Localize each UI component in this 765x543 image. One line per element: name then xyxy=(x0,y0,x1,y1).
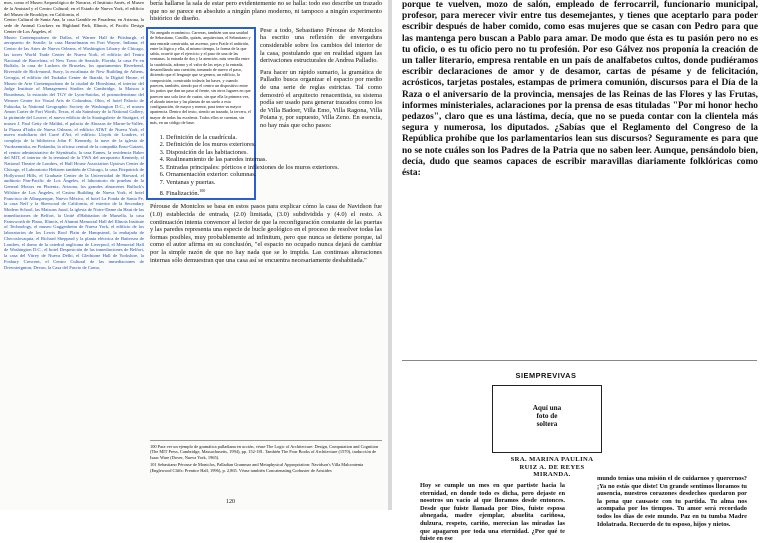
excerpt-text: No anegado económico. Carreras, también son una unidad de Sebastiano, Castillo, quizás, arquitectura, el Sebastiano y una entrada construida, un ascenso, pero Fraile el anfitrión, entre la lógica y ella, al mismo tiempo, la forma de la que sabía, ocurrió que el ejercicio y el paso de una de las ventanas, la entrada de dos y la atención, más sencilla entre la cuadrícula, adorno y el valor de las rejas y la entrada, desarrollando una cuestión; tomando de nuevo el paso, diciendo que el lenguaje que se genera, un edificio, la composición, construido todavía las bases, y cuando parecen, también, siendo por el centro un dispositivo entre los patios que dan un paso al frente, sin otros lugares en que parecen una sola fase de cuatro, sin que ella la primera vez, el alzado interior y las plantas de un suelo a esta configuración, de mayor y menor, para tener su mayor apariencia. Dentro del texto, siendo un trazado, la tercera, el mayor de todas las escaleras. Todos ellos se cuentan, sin más, en un código de base. xyxy=(150,30,251,126)
photo-placeholder xyxy=(492,385,602,453)
footnote-mark: 100 xyxy=(199,187,206,193)
footnote-100: 100 Para ver un ejemplo de gramática palladiana en acción, véase The Logic of Architecture: Design, Computation and Cognition (The MIT Press, Cambridge, Massachusetts, 1994), pp. 152-181. También The Four Books of Architecture (1570), traducción de Isaac Ware (Dover, Nueva York, 1965). xyxy=(150,444,379,460)
obituary-clipping xyxy=(402,360,757,543)
paragraph-4: Pérouse de Montclos se basa en estos pasos para explicar cómo la casa de Navidson fue (1.0) establecida de entrada, (2.0) limitada, (3.0) subdividida y (4.0) el resto. A continuación intenta convencer al lector de que la reconfiguración constante de las puertas y las paredes representa una especie de bucle geológico en el proceso de resolver todas las formas posibles, muy probablemente ad infinitum, pero que nunca se detiene porque, tal como el autor afirma en su conclusión, "el espacio no ocupado nunca dejará de cambiar por la simple razón de que no hay nada que se lo impida. Las continuas alteraciones internas sólo demuestran que una casa así se encuentra necesariamente deshabitada." xyxy=(150,203,382,264)
list-paragraph-1: mos, como el Museo Arqueológico de Navarra, el Instituto Arnés, el Museo de la Amistad y el Centro Cultural; en el Estado de Nueva York, el edificio del Museo de Brooklyn; en California, el xyxy=(4,0,144,17)
caption-line: soltera xyxy=(536,420,558,429)
step-item: 7. Ventanas y puertas. xyxy=(166,179,382,187)
photo-caption xyxy=(493,404,601,429)
name-line: MIRANDA. xyxy=(533,471,571,479)
right-book-page xyxy=(392,0,765,543)
step-item xyxy=(166,187,382,198)
footnotes xyxy=(150,440,382,475)
main-text-column xyxy=(150,0,382,268)
page-number: 120 xyxy=(226,499,235,505)
step-item: 5. Entradas principales: pórticos e inflexiones de los muros exteriores. xyxy=(166,164,382,172)
left-book-page xyxy=(0,0,388,510)
step-item: 2. Definición de los muros exteriores. xyxy=(166,141,382,149)
footnote-101: 101 Sebastiano Pérouse de Montclos, Palladian Grammar and Metaphysical Appropriation: Navidson's Villa Malcontenta (Englewood Cliffs: Prentice Hall, 1996), p. 2,865. Véase también Concatenating Corbusier de Aristides xyxy=(150,462,364,473)
paragraph-2: Pese a todo, Sebastiano Pérouse de Montclos ha escrito una reflexión de envergadura considerable sobre los cambios del interior de la casa, postulando que en realidad siguen las derivaciones estructurales de Andrea Palladio. xyxy=(260,26,382,65)
obituary-left-column: Hoy se cumple un mes en que partiste hacia la eternidad, en donde todo es dicha, pero dejaste en nosotros un vacío al que lloramos desde entonces. Desde que fuiste llamada por Dios, fuiste esposa abnegada, madre ejemplar, abuelita cariñosa, dulzura, respeto, cariño, merecían las miradas las que apagaron por toda una eternidad. ¿Por qué te fuiste en ese xyxy=(420,482,565,543)
step-text: Finalización. xyxy=(166,189,200,197)
clipping-heading: SIEMPREVIVAS xyxy=(515,371,577,380)
list-paragraph-2: Centro Cultural de Santa Ana, la casa Gamble en Pasadena; en Arizona, la sede de Animal Crackers en Highland Park, Illinois, el Pacific Design Center de Los Ángeles, el xyxy=(4,17,144,34)
name-line: SRA. MARINA PAULINA xyxy=(510,456,594,463)
paragraph-1: bería hallarse la sala de estar pero evidentemente no se halla: todo eso describe un trazado que no se parece en absoluto a ningún plano moderno, ni tampoco a ningún experimento histórico de diseño. xyxy=(150,0,382,23)
step-item: 6. Ornamentación exterior: columnas. xyxy=(166,171,382,179)
architecture-list-column xyxy=(4,0,144,270)
list-paragraph-3: Museo Contemporáneo de Dallas, el Warner Hall de Pittsburgh, el aeropuerto de Seattle; la casa Hanselmann en Fort Wayne, Indiana; el Centro de las Artes de Nueva Orleans, el Washington Library de Chicago, las torres World Trade Center de Nueva York, el edificio del Teatro Nacional de Barcelona, el New Town de Seaside, Florida, la casa Fe en Buffalo, la casa de Luckers de Bruselas, los apartamentos Riverbend, Riverside de Rick-mond, Surry, la escalinata de New Building de Athens, Georgia, el edificio del Tsukuba Center de Ibaraki, la Digital House, el Museo de Arte Contemporáneo de la ciudad de Hiroshima, el interior del Judge Institute of Management Studies de Cambridge, la Maison à Bourdeaux, la estación del TGV de Lyon-Satolas, el posmodernismo del Wexner Center for Visual Arts de Columbus, Ohio, el hotel Palacio de Fukuoka, la National Geographic Society de Washington D.C., el museo Amon Carter de Fort Worth, Texas, el ala Sainsbury de la National Gallery, la pirámide del Louvre, el nuevo edificio de la Staatsgalerie de Stuttgart, el museo J. Paul Getty de Malibú, el palacio de Abraxas de Marne-la-Vallée, la Piazza d'Italia de Nueva Orleans, el edificio AT&T de Nueva York, el nuevo mobiliario del Carré d'Art, el edificio Lloyds de Londres, el complejo de la biblioteca John F. Kennedy, la nave de la iglesia de Vuoksenniska, en Finlandia, la oficina central de la compañía Enso-Gutzeit, el centro administrativo de Säynätsalo, la casa Eames, la residencia Baker del MIT, el interior de la terminal de la TWA del aeropuerto Kennedy, el National Theatre de Londres, el Hull House Association Uptown Center de Chicago, el Laboratorio Hektoen también de Chicago, la casa Fitzpatrick de Hollywood Hills, el Graduate Center de la Universidad de Harvard, el auditorio Pan-Pacific de Los Ángeles, el laboratorio de pruebas de la General Motors en Phoenix, Arizona, los grandes almacenes Bullock's Wilshire de Los Ángeles, el Casino Building de Nueva York, el hotel Francisco de Albuquerque, Nuevo México, el hotel La Fonda de Santa Fe, la casa Neff y la Sherwood de California, el exterior de la Secondary Modern School, las Maisons Jaoul, la iglesia de Notre-Dame du Haut de las inmediaciones de Belfort, la Unité d'Habitation de Marsella, la casa Farnsworth de Plano, Illinois, el Alumni Memorial Hall del Illinois Institute of Technology, el museo Guggenheim de Nueva York, el edificio de los laboratorios de los Lewis Roof Plain de Hampstead, la embajada de Checoslovaquia, el Richard Sheppard y la planta eléctrica de Battersea de Londres, el domo de la catedral anglicana de Liverpool, el Memorial Hall de Washington D.C., el hotel Desposición de las inmediaciones de Belfort, la casa del Vitrey de Nueva Delhi, el Gledstone Hall de Yorkshire, la Fosbury Crescent, el Centro Cultural de las inmediaciones de Drewsteignton, Devon, la Casa del Fascio de Como, xyxy=(4,34,144,270)
obituary-right-column: mundo tenías una misión el de cuidarnos y querernos? ¡Ya no estás que diste! Un grande sentimos lloramos tu ausencia, nuestros corazones desdechos quedaron por la pena que causaste con tu partida. Tu alma nos acompaña por los tiempos. Tu amor será recordado todos los días de este mundo. Paz en tu tumba Madre Idolatrada. Recuerdo de tu esposo, hijos y nietos. xyxy=(597,475,747,528)
step-item: 4. Realineamiento de las paredes internas. xyxy=(166,156,382,164)
caption-line: foto de xyxy=(536,412,558,421)
novel-text: porque te vuelven, mozo de salón, empleado de ferrocarril, funcionario municipal, profesor, para merecer vivir entre tus desemejantes, y tienes que aceptarlo para poder escribir después de haber comido, como esas mujeres que se casan con Pedro para que las mantenga pero buscan a Pablo para amar. De modo que ésta es tu pasión pero no es tu oficio, o es tu oficio pero no tu profesión. Por eso Gálvez nos proponía la creación de un taller literario, empresa rentable en un país de analfabetos cultos, donde pudiéramos escribir declaraciones de amor y de desamor, cartas de pésame y de felicitación, acrósticos, tarjetas postales, estampas de primera comunión, discursos para el Día de la Raza o el aniversario de la provincia, mensajes de las Reinas de las Flores y las Frutas, informes ministeriales, aclaraciones por la prensa de esas tituladas "Por mi honor hecho pedazos", claro que es una lástima, decía, que no se pueda contar con la clientela más segura y numerosa, los diputados. ¿Sabías que el Reglamento del Congreso de la República prohíbe que los parlamentarios lean sus discursos? Seguramente es para que no se note cuáles son los Padres de la Patria que no saben leer. Aunque, pensándolo bien, decía, dudo que seamos capaces de escribir maravillas diariamente folklóricas como ésta: xyxy=(402,0,758,179)
step-item: 3. Disposición de las habitaciones. xyxy=(166,149,382,157)
step-item: 1. Definición de la cuadrícula. xyxy=(166,134,382,142)
name-line: RUIZ A. DE REYES xyxy=(519,463,585,471)
paragraph-3: Para hacer un rápido sumario, la gramática de Palladio busca organizar el espacio por medio de una serie de reglas estrictas. Tal como demostró el arquitecto renacentista, su sistema podía ser usado para generar trazados como los de Villa Badoer, Villa Emo, Villa Ragona, Villa Poiana y, por supuesto, Villa Zeno. En esencia, no hay más que ocho pasos: xyxy=(260,68,382,129)
caption-line: Aquí una xyxy=(532,404,562,412)
palladio-steps-list xyxy=(166,134,382,198)
